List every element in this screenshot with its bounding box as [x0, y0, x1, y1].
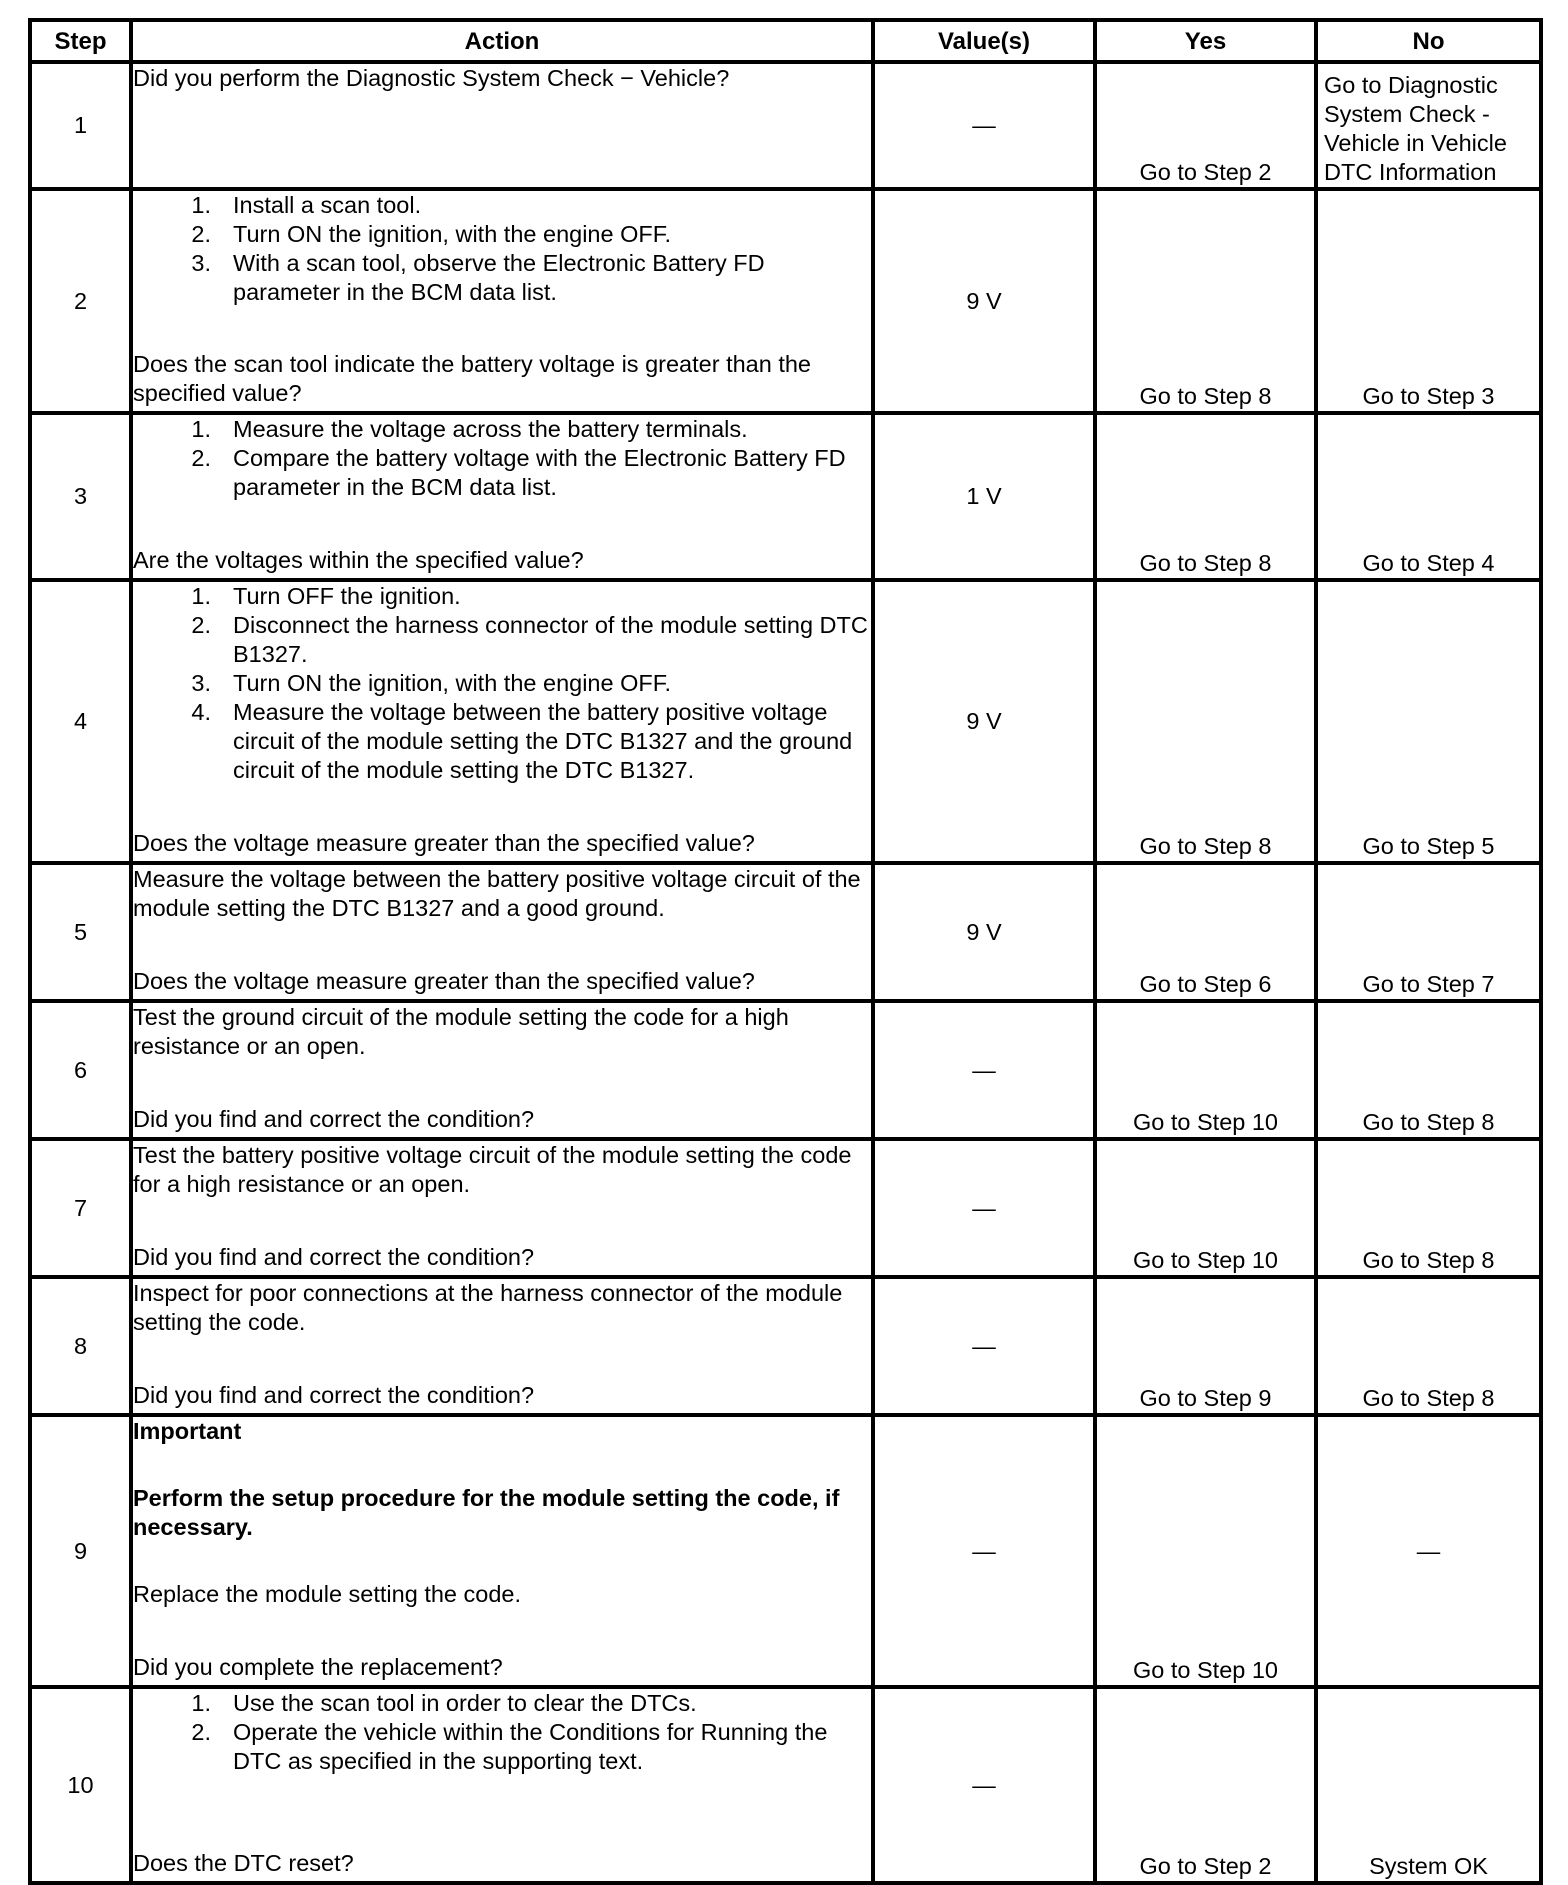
action-question: Did you complete the replacement?: [133, 1654, 503, 1680]
yes-cell: Go to Step 9: [1095, 1277, 1316, 1415]
no-cell: Go to Step 8: [1316, 1277, 1541, 1415]
table-row: [30, 1415, 1541, 1687]
important-label: Important: [133, 1418, 242, 1444]
action-text: Did you perform the Diagnostic System Check − Vehicle?: [133, 65, 730, 91]
table-row: [30, 863, 1541, 1001]
action-cell: [131, 863, 873, 1001]
yes-cell: Go to Step 6: [1095, 863, 1316, 1001]
table-row: [30, 413, 1541, 580]
value-cell: —: [873, 1415, 1095, 1687]
action-question: Does the scan tool indicate the battery voltage is greater than the specified value?: [133, 351, 812, 406]
table-row: [30, 1001, 1541, 1139]
action-cell: [131, 189, 873, 413]
action-cell: [131, 1001, 873, 1139]
action-question: Are the voltages within the specified value?: [133, 547, 584, 573]
header-yes: Yes: [1095, 20, 1316, 62]
header-values: Value(s): [873, 20, 1095, 62]
diagnostic-table: [28, 18, 1543, 1885]
step-number: 7: [30, 1139, 131, 1277]
action-list: [133, 582, 871, 785]
table-row: [30, 62, 1541, 189]
value-cell: 9 V: [873, 863, 1095, 1001]
header-no: No: [1316, 20, 1541, 62]
action-list: [133, 1689, 871, 1776]
step-number: 2: [30, 189, 131, 413]
list-item: 1. Install a scan tool.: [191, 192, 422, 218]
no-cell: Go to Step 3: [1316, 189, 1541, 413]
important-text: Perform the setup procedure for the module setting the code, if necessary.: [133, 1485, 840, 1540]
table-row: [30, 1139, 1541, 1277]
action-question: Did you find and correct the condition?: [133, 1244, 535, 1270]
action-question: Does the voltage measure greater than the specified value?: [133, 968, 755, 994]
no-cell: Go to Step 4: [1316, 413, 1541, 580]
action-cell: [131, 1687, 873, 1883]
yes-cell: Go to Step 8: [1095, 189, 1316, 413]
table-row: [30, 1277, 1541, 1415]
action-text: Test the battery positive voltage circuit of the module setting the code for a high resistance or an open.: [133, 1142, 852, 1197]
value-cell: —: [873, 1277, 1095, 1415]
no-cell: Go to Step 7: [1316, 863, 1541, 1001]
list-item: 2. Operate the vehicle within the Conditions for Running the DTC as specified in the supporting text.: [191, 1719, 828, 1774]
value-cell: —: [873, 62, 1095, 189]
step-number: 6: [30, 1001, 131, 1139]
action-list: [133, 415, 871, 502]
step-number: 4: [30, 580, 131, 863]
value-cell: —: [873, 1139, 1095, 1277]
value-cell: 9 V: [873, 580, 1095, 863]
action-cell: [131, 1415, 873, 1687]
action-cell: [131, 1139, 873, 1277]
no-cell: —: [1316, 1415, 1541, 1687]
action-text: Test the ground circuit of the module setting the code for a high resistance or an open.: [133, 1004, 789, 1059]
table-row: [30, 189, 1541, 413]
list-item: 2. Compare the battery voltage with the Electronic Battery FD parameter in the BCM data list.: [191, 445, 846, 500]
action-text: Replace the module setting the code.: [133, 1581, 522, 1607]
yes-cell: Go to Step 8: [1095, 413, 1316, 580]
action-question: Did you find and correct the condition?: [133, 1382, 535, 1408]
step-number: 10: [30, 1687, 131, 1883]
list-item: 2. Turn ON the ignition, with the engine OFF.: [191, 221, 672, 247]
action-cell: [131, 580, 873, 863]
yes-cell: Go to Step 2: [1095, 62, 1316, 189]
header-row: [30, 20, 1541, 62]
yes-cell: Go to Step 8: [1095, 580, 1316, 863]
action-cell: [131, 413, 873, 580]
action-cell: [131, 1277, 873, 1415]
yes-cell: Go to Step 10: [1095, 1001, 1316, 1139]
value-cell: —: [873, 1687, 1095, 1883]
list-item: 1. Turn OFF the ignition.: [191, 583, 461, 609]
header-action: Action: [131, 20, 873, 62]
no-cell: Go to Step 8: [1316, 1139, 1541, 1277]
action-text: Inspect for poor connections at the harness connector of the module setting the code.: [133, 1280, 843, 1335]
yes-cell: Go to Step 10: [1095, 1415, 1316, 1687]
list-item: 1. Use the scan tool in order to clear the DTCs.: [191, 1690, 697, 1716]
list-item: 2. Disconnect the harness connector of the module setting DTC B1327.: [191, 612, 868, 667]
list-item: 3. Turn ON the ignition, with the engine OFF.: [191, 670, 672, 696]
action-cell: [131, 62, 873, 189]
yes-cell: Go to Step 2: [1095, 1687, 1316, 1883]
list-item: 3. With a scan tool, observe the Electronic Battery FD parameter in the BCM data list.: [191, 250, 765, 305]
step-number: 3: [30, 413, 131, 580]
action-list: [133, 191, 871, 307]
action-question: Did you find and correct the condition?: [133, 1106, 535, 1132]
table-row: [30, 1687, 1541, 1883]
action-text: Measure the voltage between the battery positive voltage circuit of the module setting the DTC B1327 and a good ground.: [133, 866, 861, 921]
step-number: 9: [30, 1415, 131, 1687]
action-question: Does the DTC reset?: [133, 1850, 354, 1876]
list-item: 1. Measure the voltage across the battery terminals.: [191, 416, 748, 442]
no-cell: Go to Step 5: [1316, 580, 1541, 863]
table-row: [30, 580, 1541, 863]
value-cell: —: [873, 1001, 1095, 1139]
step-number: 8: [30, 1277, 131, 1415]
step-number: 5: [30, 863, 131, 1001]
no-cell: Go to Step 8: [1316, 1001, 1541, 1139]
action-question: Does the voltage measure greater than the specified value?: [133, 830, 755, 856]
no-cell: Go to Diagnostic System Check - Vehicle in Vehicle DTC Information: [1316, 62, 1541, 189]
value-cell: 9 V: [873, 189, 1095, 413]
list-item: 4. Measure the voltage between the battery positive voltage circuit of the module setting the DTC B1327 and the ground circuit of the module setting the DTC B1327.: [191, 699, 853, 783]
yes-cell: Go to Step 10: [1095, 1139, 1316, 1277]
step-number: 1: [30, 62, 131, 189]
no-cell: System OK: [1316, 1687, 1541, 1883]
header-step: Step: [30, 20, 131, 62]
value-cell: 1 V: [873, 413, 1095, 580]
